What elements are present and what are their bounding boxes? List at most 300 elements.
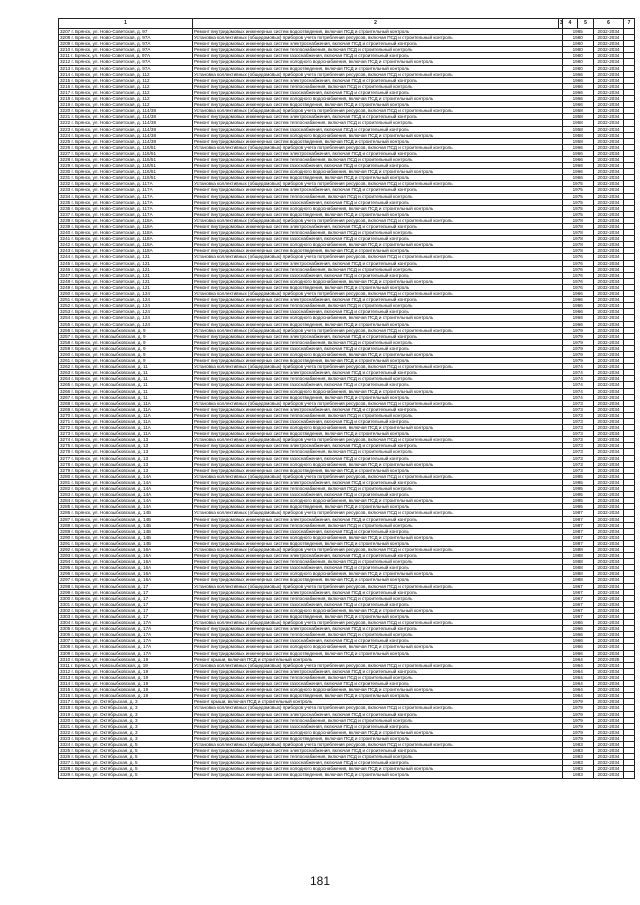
address-cell: 3317 г. Брянск, ул. Октябрьская, д. 3	[59, 699, 193, 705]
address-cell: 3248 г. Брянск, ул. Ново-Советская, д. 121	[59, 278, 193, 284]
period-cell: 2032-2034	[593, 510, 623, 516]
year-cell: 1958	[562, 120, 593, 126]
year-cell: 1975	[562, 181, 593, 187]
period-cell: 2032-2034	[593, 607, 623, 613]
period-cell: 2032-2034	[593, 644, 623, 650]
period-cell: 2032-2034	[593, 102, 623, 108]
year-cell: 1979	[562, 333, 593, 339]
period-cell: 2032-2034	[593, 71, 623, 77]
work-type-cell: Ремонт внутридомовых инженерных систем электроснабжения, включая ПСД и строительный контроль	[193, 748, 562, 754]
year-cell: 1964	[562, 693, 593, 699]
address-cell: 3314 г. Брянск, ул. Новозыбковская, д. 19	[59, 681, 193, 687]
work-type-cell: Ремонт внутридомовых инженерных систем теплоснабжения, включая ПСД и строительный контроль	[193, 412, 562, 418]
period-cell: 2032-2034	[593, 419, 623, 425]
work-type-cell: Ремонт внутридомовых инженерных систем газоснабжения, включая ПСД и строительный контроль	[193, 345, 562, 351]
address-cell: 3256 г. Брянск, ул. Новозыбковская, д. 9	[59, 327, 193, 333]
address-cell: 3273 г. Брянск, ул. Новозыбковская, д. 11А	[59, 431, 193, 437]
period-cell: 2032-2034	[593, 114, 623, 120]
year-cell: 1966	[562, 291, 593, 297]
period-cell: 2032-2034	[593, 297, 623, 303]
work-type-cell: Ремонт внутридомовых инженерных систем водоотведения, включая ПСД и строительный контроль	[193, 467, 562, 473]
work-type-cell: Ремонт внутридомовых инженерных систем электроснабжения, включая ПСД и строительный контроль	[193, 260, 562, 266]
address-cell: 3227 г. Брянск, ул. Ново-Советская, д. 116/51	[59, 150, 193, 156]
work-type-cell: Установка коллективных (общедомовых) приборов учета потребления ресурсов, включая ПСД и строительный контроль	[193, 327, 562, 333]
address-cell: 3254 г. Брянск, ул. Ново-Советская, д. 124	[59, 315, 193, 321]
period-cell: 2032-2034	[593, 406, 623, 412]
year-cell: 1974	[562, 394, 593, 400]
period-cell: 2032-2034	[593, 138, 623, 144]
year-cell: 1966	[562, 89, 593, 95]
year-cell: 1973	[562, 406, 593, 412]
address-cell: 3318 г. Брянск, ул. Октябрьская, д. 3	[59, 705, 193, 711]
period-cell: 2032-2034	[593, 150, 623, 156]
year-cell: 1966	[562, 150, 593, 156]
period-cell: 2032-2034	[593, 412, 623, 418]
work-type-cell: Ремонт внутридомовых инженерных систем водоотведения, включая ПСД и строительный контроль	[193, 577, 562, 583]
address-cell: 3221 г. Брянск, ул. Ново-Советская, д. 114/38	[59, 114, 193, 120]
address-cell: 3293 г. Брянск, ул. Новозыбковская, д. 16А	[59, 553, 193, 559]
period-cell: 2032-2034	[593, 83, 623, 89]
period-cell: 2032-2034	[593, 534, 623, 540]
address-cell: 3280 г. Брянск, ул. Новозыбковская, д. 14А	[59, 473, 193, 479]
work-type-cell: Ремонт внутридомовых инженерных систем водоотведения, включая ПСД и строительный контроль	[193, 504, 562, 510]
work-type-cell: Ремонт внутридомовых инженерных систем теплоснабжения, включая ПСД и строительный контроль	[193, 303, 562, 309]
year-cell: 1988	[562, 565, 593, 571]
year-cell: 1976	[562, 266, 593, 272]
work-type-cell: Ремонт внутридомовых инженерных систем холодного водоснабжения, включая ПСД и строительный контроль	[193, 461, 562, 467]
year-cell: 1966	[562, 175, 593, 181]
period-cell: 2032-2034	[593, 321, 623, 327]
address-cell: 3224 г. Брянск, ул. Ново-Советская, д. 114/38	[59, 132, 193, 138]
year-cell: 1974	[562, 364, 593, 370]
year-cell: 1980	[562, 47, 593, 53]
address-cell: 3303 г. Брянск, ул. Новозыбковская, д. 17	[59, 614, 193, 620]
year-cell: 1976	[562, 278, 593, 284]
period-cell: 2032-2034	[593, 589, 623, 595]
period-cell: 2032-2034	[593, 77, 623, 83]
period-cell: 2032-2034	[593, 766, 623, 772]
work-type-cell: Ремонт внутридомовых инженерных систем электроснабжения, включая ПСД и строительный контроль	[193, 114, 562, 120]
work-type-cell: Ремонт внутридомовых инженерных систем электроснабжения, включая ПСД и строительный контроль	[193, 479, 562, 485]
address-cell: 3209 г. Брянск, ул. Ново-Советская, д. 97А	[59, 41, 193, 47]
work-type-cell: Установка коллективных (общедомовых) приборов учета потребления ресурсов, включая ПСД и строительный контроль	[193, 510, 562, 516]
work-type-cell: Ремонт крыши, включая ПСД и строительный контроль	[193, 699, 562, 705]
year-cell: 1966	[562, 71, 593, 77]
work-type-cell: Установка коллективных (общедомовых) приборов учета потребления ресурсов, включая ПСД и строительный контроль	[193, 437, 562, 443]
year-cell: 1973	[562, 419, 593, 425]
work-type-cell: Ремонт внутридомовых инженерных систем электроснабжения, включая ПСД и строительный контроль	[193, 668, 562, 674]
work-type-cell: Ремонт внутридомовых инженерных систем водоотведения, включая ПСД и строительный контроль	[193, 358, 562, 364]
period-cell: 2032-2034	[593, 364, 623, 370]
work-type-cell: Ремонт внутридомовых инженерных систем теплоснабжения, включая ПСД и строительный контроль	[193, 632, 562, 638]
work-type-cell: Ремонт внутридомовых инженерных систем электроснабжения, включая ПСД и строительный контроль	[193, 406, 562, 412]
address-cell: 3259 г. Брянск, ул. Новозыбковская, д. 9	[59, 345, 193, 351]
period-cell: 2032-2034	[593, 400, 623, 406]
year-cell: 1964	[562, 687, 593, 693]
address-cell: 3251 г. Брянск, ул. Ново-Советская, д. 124	[59, 297, 193, 303]
work-type-cell: Ремонт внутридомовых инженерных систем электроснабжения, включая ПСД и строительный контроль	[193, 589, 562, 595]
year-cell: 1974	[562, 370, 593, 376]
period-cell: 2032-2034	[593, 278, 623, 284]
address-cell: 3222 г. Брянск, ул. Ново-Советская, д. 114/38	[59, 120, 193, 126]
period-cell: 2032-2034	[593, 193, 623, 199]
year-cell: 1979	[562, 345, 593, 351]
year-cell: 1987	[562, 540, 593, 546]
address-cell: 3266 г. Брянск, ул. Новозыбковская, д. 11	[59, 388, 193, 394]
year-cell: 1988	[562, 553, 593, 559]
work-type-cell: Ремонт внутридомовых инженерных систем теплоснабжения, включая ПСД и строительный контроль	[193, 522, 562, 528]
period-cell: 2032-2034	[593, 614, 623, 620]
work-type-cell: Ремонт внутридомовых инженерных систем водоотведения, включая ПСД и строительный контроль	[193, 321, 562, 327]
work-type-cell: Ремонт внутридомовых инженерных систем водоотведения, включая ПСД и строительный контроль	[193, 138, 562, 144]
address-cell: 3263 г. Брянск, ул. Новозыбковская, д. 11	[59, 370, 193, 376]
address-cell: 3308 г. Брянск, ул. Новозыбковская, д. 17А	[59, 644, 193, 650]
year-cell: 1966	[562, 315, 593, 321]
address-cell: 3244 г. Брянск, ул. Ново-Советская, д. 121	[59, 254, 193, 260]
work-type-cell: Ремонт внутридомовых инженерных систем газоснабжения, включая ПСД и строительный контроль	[193, 455, 562, 461]
address-cell: 3306 г. Брянск, ул. Новозыбковская, д. 17А	[59, 632, 193, 638]
period-cell: 2032-2034	[593, 120, 623, 126]
address-cell: 3267 г. Брянск, ул. Новозыбковская, д. 11	[59, 394, 193, 400]
period-cell: 2032-2034	[593, 674, 623, 680]
address-cell: 3247 г. Брянск, ул. Ново-Советская, д. 121	[59, 272, 193, 278]
period-cell: 2032-2034	[593, 595, 623, 601]
address-cell: 3236 г. Брянск, ул. Ново-Советская, д. 117А	[59, 205, 193, 211]
period-cell: 2032-2034	[593, 35, 623, 41]
address-cell: 3276 г. Брянск, ул. Новозыбковская, д. 13	[59, 449, 193, 455]
work-type-cell: Ремонт внутридомовых инженерных систем водоотведения, включая ПСД и строительный контроль	[193, 102, 562, 108]
work-type-cell: Установка коллективных (общедомовых) приборов учета потребления ресурсов, включая ПСД и строительный контроль	[193, 35, 562, 41]
year-cell: 1967	[562, 614, 593, 620]
address-cell: 3237 г. Брянск, ул. Ново-Советская, д. 117А	[59, 211, 193, 217]
period-cell: 2032-2034	[593, 96, 623, 102]
table-body	[59, 29, 635, 779]
address-cell: 3278 г. Брянск, ул. Новозыбковская, д. 13	[59, 461, 193, 467]
year-cell: 1979	[562, 351, 593, 357]
year-cell: 1973	[562, 467, 593, 473]
period-cell: 2032-2034	[593, 522, 623, 528]
work-type-cell: Ремонт внутридомовых инженерных систем газоснабжения, включая ПСД и строительный контроль	[193, 492, 562, 498]
year-cell: 1980	[562, 41, 593, 47]
work-type-cell: Ремонт внутридомовых инженерных систем водоотведения, включая ПСД и строительный контроль	[193, 614, 562, 620]
period-cell: 2032-2034	[593, 668, 623, 674]
address-cell: 3300 г. Брянск, ул. Новозыбковская, д. 17	[59, 595, 193, 601]
address-cell: 3289 г. Брянск, ул. Новозыбковская, д. 14Б	[59, 528, 193, 534]
work-type-cell: Установка коллективных (общедомовых) приборов учета потребления ресурсов, включая ПСД и строительный контроль	[193, 400, 562, 406]
address-cell: 3269 г. Брянск, ул. Новозыбковская, д. 11А	[59, 406, 193, 412]
year-cell: 1973	[562, 443, 593, 449]
address-cell: 3328 г. Брянск, ул. Октябрьская, д. 5	[59, 766, 193, 772]
year-cell: 1995	[562, 492, 593, 498]
work-type-cell: Ремонт внутридомовых инженерных систем электроснабжения, включая ПСД и строительный контроль	[193, 370, 562, 376]
work-type-cell: Ремонт внутридомовых инженерных систем теплоснабжения, включая ПСД и строительный контроль	[193, 376, 562, 382]
address-cell: 3213 г. Брянск, ул. Ново-Советская, д. 97А	[59, 65, 193, 71]
address-cell: 3229 г. Брянск, ул. Ново-Советская, д. 116/51	[59, 163, 193, 169]
year-cell: 1967	[562, 583, 593, 589]
year-cell: 1975	[562, 199, 593, 205]
year-cell: 1967	[562, 601, 593, 607]
address-cell: 3225 г. Брянск, ул. Ново-Советская, д. 114/38	[59, 138, 193, 144]
work-type-cell: Ремонт внутридомовых инженерных систем газоснабжения, включая ПСД и строительный контроль	[193, 199, 562, 205]
address-cell: 3207 г. Брянск, ул. Ново-Советская, д. 97	[59, 29, 193, 35]
work-type-cell: Установка коллективных (общедомовых) приборов учета потребления ресурсов, включая ПСД и строительный контроль	[193, 741, 562, 747]
period-cell: 2032-2034	[593, 345, 623, 351]
address-cell: 3282 г. Брянск, ул. Новозыбковская, д. 14А	[59, 486, 193, 492]
work-type-cell: Ремонт внутридомовых инженерных систем газоснабжения, включая ПСД и строительный контроль	[193, 236, 562, 242]
period-cell: 2032-2034	[593, 315, 623, 321]
period-cell: 2032-2034	[593, 217, 623, 223]
year-cell: 1966	[562, 303, 593, 309]
address-cell: 3264 г. Брянск, ул. Новозыбковская, д. 11	[59, 376, 193, 382]
address-cell: 3240 г. Брянск, ул. Ново-Советская, д. 118А	[59, 230, 193, 236]
work-type-cell: Ремонт внутридомовых инженерных систем водоотведения, включая ПСД и строительный контроль	[193, 175, 562, 181]
work-type-cell: Ремонт внутридомовых инженерных систем электроснабжения, включая ПСД и строительный контроль	[193, 553, 562, 559]
period-cell: 2032-2034	[593, 388, 623, 394]
work-type-cell: Установка коллективных (общедомовых) приборов учета потребления ресурсов, включая ПСД и строительный контроль	[193, 144, 562, 150]
period-cell: 2032-2034	[593, 504, 623, 510]
period-cell: 2032-2034	[593, 546, 623, 552]
address-cell: 3304 г. Брянск, ул. Новозыбковская, д. 17А	[59, 620, 193, 626]
work-type-cell: Ремонт внутридомовых инженерных систем газоснабжения, включая ПСД и строительный контроль	[193, 272, 562, 278]
period-cell: 2032-2034	[593, 248, 623, 254]
period-cell: 2032-2034	[593, 303, 623, 309]
year-cell: 1966	[562, 309, 593, 315]
address-cell: 3258 г. Брянск, ул. Новозыбковская, д. 9	[59, 339, 193, 345]
period-cell: 2032-2034	[593, 425, 623, 431]
period-cell: 2032-2034	[593, 455, 623, 461]
year-cell: 1979	[562, 729, 593, 735]
address-cell: 3325 г. Брянск, ул. Октябрьская, д. 5	[59, 748, 193, 754]
address-cell: 3323 г. Брянск, ул. Октябрьская, д. 3	[59, 735, 193, 741]
year-cell: 1983	[562, 766, 593, 772]
work-type-cell: Установка коллективных (общедомовых) приборов учета потребления ресурсов, включая ПСД и строительный контроль	[193, 662, 562, 668]
header-col-1: 1	[59, 19, 193, 29]
period-cell: 2032-2034	[593, 601, 623, 607]
period-cell: 2032-2034	[593, 735, 623, 741]
address-cell: 3239 г. Брянск, ул. Ново-Советская, д. 118А	[59, 224, 193, 230]
period-cell: 2032-2034	[593, 89, 623, 95]
address-cell: 3235 г. Брянск, ул. Ново-Советская, д. 117А	[59, 199, 193, 205]
period-cell: 2032-2034	[593, 540, 623, 546]
year-cell: 1966	[562, 163, 593, 169]
year-cell: 1973	[562, 461, 593, 467]
year-cell: 1966	[562, 650, 593, 656]
work-type-cell: Ремонт внутридомовых инженерных систем холодного водоснабжения, включая ПСД и строительный контроль	[193, 644, 562, 650]
year-cell: 1966	[562, 102, 593, 108]
work-type-cell: Ремонт внутридомовых инженерных систем холодного водоснабжения, включая ПСД и строительный контроль	[193, 425, 562, 431]
period-cell: 2032-2034	[593, 272, 623, 278]
work-type-cell: Ремонт внутридомовых инженерных систем теплоснабжения, включая ПСД и строительный контроль	[193, 230, 562, 236]
header-col-4: 4	[562, 19, 578, 29]
address-cell: 3294 г. Брянск, ул. Новозыбковская, д. 16А	[59, 559, 193, 565]
period-cell: 2032-2034	[593, 224, 623, 230]
address-cell: 3277 г. Брянск, ул. Новозыбковская, д. 13	[59, 455, 193, 461]
year-cell: 1966	[562, 83, 593, 89]
period-cell: 2032-2034	[593, 717, 623, 723]
work-type-cell: Ремонт внутридомовых инженерных систем водоотведения, включая ПСД и строительный контроль	[193, 735, 562, 741]
period-cell: 2032-2034	[593, 29, 623, 35]
address-cell: 3274 г. Брянск, ул. Новозыбковская, д. 13	[59, 437, 193, 443]
address-cell: 3298 г. Брянск, ул. Новозыбковская, д. 17	[59, 583, 193, 589]
address-cell: 3265 г. Брянск, ул. Новозыбковская, д. 11	[59, 382, 193, 388]
year-cell: 1995	[562, 473, 593, 479]
work-type-cell: Ремонт внутридомовых инженерных систем холодного водоснабжения, включая ПСД и строительный контроль	[193, 242, 562, 248]
work-type-cell: Ремонт внутридомовых инженерных систем теплоснабжения, включая ПСД и строительный контроль	[193, 83, 562, 89]
year-cell: 1966	[562, 169, 593, 175]
period-cell: 2032-2034	[593, 492, 623, 498]
period-cell: 2032-2034	[593, 431, 623, 437]
address-cell: 3218 г. Брянск, ул. Ново-Советская, д. 112	[59, 96, 193, 102]
address-cell: 3241 г. Брянск, ул. Ново-Советская, д. 118А	[59, 236, 193, 242]
period-cell: 2032-2034	[593, 163, 623, 169]
address-cell: 3324 г. Брянск, ул. Октябрьская, д. 5	[59, 741, 193, 747]
address-cell: 3234 г. Брянск, ул. Ново-Советская, д. 117А	[59, 193, 193, 199]
period-cell: 2032-2034	[593, 266, 623, 272]
work-type-cell: Ремонт внутридомовых инженерных систем теплоснабжения, включая ПСД и строительный контроль	[193, 559, 562, 565]
year-cell: 1976	[562, 254, 593, 260]
address-cell: 3285 г. Брянск, ул. Новозыбковская, д. 14А	[59, 504, 193, 510]
period-cell: 2032-2034	[593, 144, 623, 150]
address-cell: 3226 г. Брянск, ул. Ново-Советская, д. 116/51	[59, 144, 193, 150]
year-cell: 1978	[562, 217, 593, 223]
work-type-cell: Ремонт внутридомовых инженерных систем водоотведения, включая ПСД и строительный контроль	[193, 431, 562, 437]
work-type-cell: Ремонт внутридомовых инженерных систем газоснабжения, включая ПСД и строительный контроль	[193, 565, 562, 571]
year-cell: 1973	[562, 431, 593, 437]
header-col-3: 3	[558, 19, 562, 29]
year-cell: 1979	[562, 327, 593, 333]
work-type-cell: Установка коллективных (общедомовых) приборов учета потребления ресурсов, включая ПСД и строительный контроль	[193, 181, 562, 187]
work-type-cell: Установка коллективных (общедомовых) приборов учета потребления ресурсов, включая ПСД и строительный контроль	[193, 254, 562, 260]
header-col-6: 6	[593, 19, 623, 29]
year-cell: 1978	[562, 224, 593, 230]
work-type-cell: Ремонт внутридомовых инженерных систем теплоснабжения, включая ПСД и строительный контроль	[193, 339, 562, 345]
work-type-cell: Ремонт внутридомовых инженерных систем газоснабжения, включая ПСД и строительный контроль	[193, 681, 562, 687]
year-cell: 1983	[562, 772, 593, 778]
work-type-cell: Ремонт внутридомовых инженерных систем холодного водоснабжения, включая ПСД и строительный контроль	[193, 766, 562, 772]
period-cell: 2032-2034	[593, 528, 623, 534]
address-cell: 3327 г. Брянск, ул. Октябрьская, д. 5	[59, 760, 193, 766]
address-cell: 3290 г. Брянск, ул. Новозыбковская, д. 14Б	[59, 534, 193, 540]
address-cell: 3283 г. Брянск, ул. Новозыбковская, д. 14А	[59, 492, 193, 498]
work-type-cell: Ремонт внутридомовых инженерных систем теплоснабжения, включая ПСД и строительный контроль	[193, 674, 562, 680]
year-cell: 1983	[562, 754, 593, 760]
period-cell: 2032-2034	[593, 443, 623, 449]
work-type-cell: Ремонт внутридомовых инженерных систем газоснабжения, включая ПСД и строительный контроль	[193, 126, 562, 132]
year-cell: 1978	[562, 230, 593, 236]
period-cell: 2032-2034	[593, 687, 623, 693]
work-type-cell: Ремонт внутридомовых инженерных систем газоснабжения, включая ПСД и строительный контроль	[193, 382, 562, 388]
year-cell: 1966	[562, 77, 593, 83]
address-cell: 3319 г. Брянск, ул. Октябрьская, д. 3	[59, 711, 193, 717]
address-cell: 3243 г. Брянск, ул. Ново-Советская, д. 118А	[59, 248, 193, 254]
period-cell: 2032-2034	[593, 254, 623, 260]
address-cell: 3262 г. Брянск, ул. Новозыбковская, д. 11	[59, 364, 193, 370]
address-cell: 3302 г. Брянск, ул. Новозыбковская, д. 17	[59, 607, 193, 613]
year-cell: 1958	[562, 108, 593, 114]
work-type-cell: Ремонт внутридомовых инженерных систем холодного водоснабжения, включая ПСД и строительный контроль	[193, 498, 562, 504]
address-cell: 3296 г. Брянск, ул. Новозыбковская, д. 16А	[59, 571, 193, 577]
work-type-cell: Ремонт внутридомовых инженерных систем холодного водоснабжения, включая ПСД и строительный контроль	[193, 571, 562, 577]
work-type-cell: Ремонт внутридомовых инженерных систем электроснабжения, включая ПСД и строительный контроль	[193, 297, 562, 303]
year-cell: 1966	[562, 638, 593, 644]
year-cell: 1976	[562, 272, 593, 278]
period-cell: 2032-2034	[593, 205, 623, 211]
address-cell: 3313 г. Брянск, ул. Новозыбковская, д. 19	[59, 674, 193, 680]
work-type-cell: Ремонт внутридомовых инженерных систем газоснабжения, включая ПСД и строительный контроль	[193, 53, 562, 59]
address-cell: 3284 г. Брянск, ул. Новозыбковская, д. 14А	[59, 498, 193, 504]
work-type-cell: Ремонт внутридомовых инженерных систем электроснабжения, включая ПСД и строительный контроль	[193, 41, 562, 47]
work-type-cell: Ремонт внутридомовых инженерных систем холодного водоснабжения, включая ПСД и строительный контроль	[193, 534, 562, 540]
year-cell: 1988	[562, 577, 593, 583]
address-cell: 3233 г. Брянск, ул. Ново-Советская, д. 117А	[59, 187, 193, 193]
year-cell: 1987	[562, 534, 593, 540]
year-cell: 1974	[562, 388, 593, 394]
year-cell: 1958	[562, 114, 593, 120]
address-cell: 3270 г. Брянск, ул. Новозыбковская, д. 11А	[59, 412, 193, 418]
capital-repair-table	[58, 18, 635, 779]
address-cell: 3292 г. Брянск, ул. Новозыбковская, д. 16А	[59, 546, 193, 552]
period-cell: 2032-2034	[593, 748, 623, 754]
year-cell: 1967	[562, 595, 593, 601]
work-type-cell: Ремонт внутридомовых инженерных систем теплоснабжения, включая ПСД и строительный контроль	[193, 717, 562, 723]
work-type-cell: Ремонт внутридомовых инженерных систем газоснабжения, включая ПСД и строительный контроль	[193, 419, 562, 425]
year-cell: 1967	[562, 607, 593, 613]
period-cell: 2032-2034	[593, 553, 623, 559]
period-cell: 2032-2034	[593, 187, 623, 193]
period-cell: 2032-2034	[593, 327, 623, 333]
period-cell: 2032-2034	[593, 638, 623, 644]
period-cell: 2032-2034	[593, 236, 623, 242]
period-cell: 2032-2034	[593, 65, 623, 71]
work-type-cell: Установка коллективных (общедомовых) приборов учета потребления ресурсов, включая ПСД и строительный контроль	[193, 291, 562, 297]
address-cell: 3212 г. Брянск, ул. Ново-Советская, д. 97А	[59, 59, 193, 65]
year-cell: 1976	[562, 260, 593, 266]
year-cell: 1966	[562, 632, 593, 638]
year-cell: 1980	[562, 35, 593, 41]
period-cell: 2032-2034	[593, 662, 623, 668]
work-type-cell: Ремонт внутридомовых инженерных систем теплоснабжения, включая ПСД и строительный контроль	[193, 595, 562, 601]
work-type-cell: Ремонт внутридомовых инженерных систем электроснабжения, включая ПСД и строительный контроль	[193, 443, 562, 449]
year-cell: 1983	[562, 760, 593, 766]
year-cell: 1978	[562, 248, 593, 254]
period-cell: 2032-2034	[593, 632, 623, 638]
period-cell: 2032-2034	[593, 437, 623, 443]
year-cell: 1980	[562, 65, 593, 71]
work-type-cell: Установка коллективных (общедомовых) приборов учета потребления ресурсов, включая ПСД и строительный контроль	[193, 364, 562, 370]
work-type-cell: Ремонт внутридомовых инженерных систем теплоснабжения, включая ПСД и строительный контроль	[193, 449, 562, 455]
address-cell: 3281 г. Брянск, ул. Новозыбковская, д. 14А	[59, 479, 193, 485]
header-col-7: 7	[624, 19, 635, 29]
work-type-cell: Ремонт внутридомовых инженерных систем водоотведения, включая ПСД и строительный контроль	[193, 540, 562, 546]
year-cell: 1966	[562, 156, 593, 162]
header-col-5: 5	[578, 19, 594, 29]
address-cell: 3217 г. Брянск, ул. Ново-Советская, д. 112	[59, 89, 193, 95]
period-cell: 2032-2034	[593, 351, 623, 357]
period-cell: 2032-2034	[593, 473, 623, 479]
address-cell: 3295 г. Брянск, ул. Новозыбковская, д. 16А	[59, 565, 193, 571]
address-cell: 3301 г. Брянск, ул. Новозыбковская, д. 17	[59, 601, 193, 607]
period-cell: 2032-2034	[593, 479, 623, 485]
period-cell: 2032-2034	[593, 565, 623, 571]
address-cell: 3255 г. Брянск, ул. Ново-Советская, д. 124	[59, 321, 193, 327]
period-cell: 2032-2034	[593, 693, 623, 699]
period-cell: 2032-2034	[593, 230, 623, 236]
year-cell: 1964	[562, 662, 593, 668]
work-type-cell: Ремонт внутридомовых инженерных систем водоотведения, включая ПСД и строительный контроль	[193, 772, 562, 778]
year-cell: 1966	[562, 620, 593, 626]
period-cell: 2032-2034	[593, 59, 623, 65]
work-type-cell: Установка коллективных (общедомовых) приборов учета потребления ресурсов, включая ПСД и строительный контроль	[193, 620, 562, 626]
